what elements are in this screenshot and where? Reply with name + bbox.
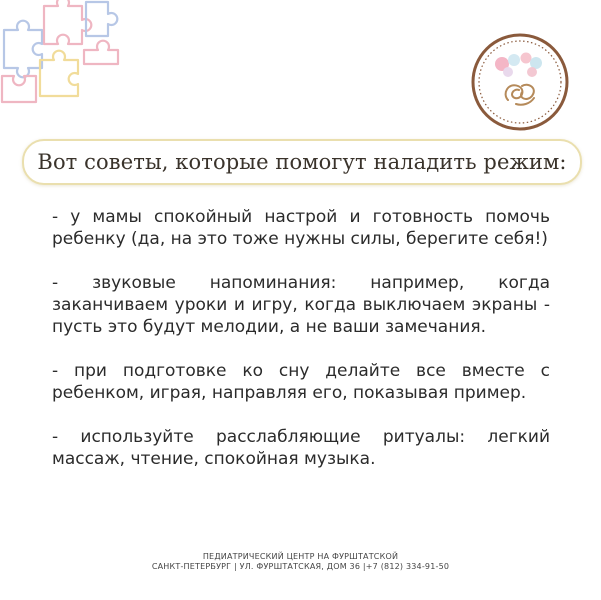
page-title: Вот советы, которые помогут наладить режим: bbox=[37, 150, 567, 174]
ornament-logo-icon bbox=[470, 32, 570, 132]
puzzle-decoration-icon bbox=[0, 0, 150, 110]
footer-org-name: ПЕДИАТРИЧЕСКИЙ ЦЕНТР НА ФУРШТАТСКОЙ bbox=[202, 552, 399, 561]
tip-item: - при подготовке ко сну делайте все вместе с ребенком, играя, направляя его, показывая пример. bbox=[52, 361, 550, 403]
tip-item: - используйте расслабляющие ритуалы: легкий массаж, чтение, спокойная музыка. bbox=[52, 427, 550, 469]
footer bbox=[0, 552, 601, 572]
footer-address: САНКТ-ПЕТЕРБУРГ | УЛ. ФУРШТАТСКАЯ, ДОМ 36 |+7 (812) 334-91-50 bbox=[151, 562, 450, 571]
tip-item: - звуковые напоминания: например, когда заканчиваем уроки и игру, когда выключаем экраны - пусть это будут мелодии, а не ваши замечания. bbox=[52, 273, 550, 337]
tip-item: - у мамы спокойный настрой и готовность помочь ребенку (да, на это тоже нужны силы, берегите себя!) bbox=[52, 207, 550, 249]
header-banner bbox=[22, 139, 582, 185]
tips-list bbox=[52, 206, 550, 492]
